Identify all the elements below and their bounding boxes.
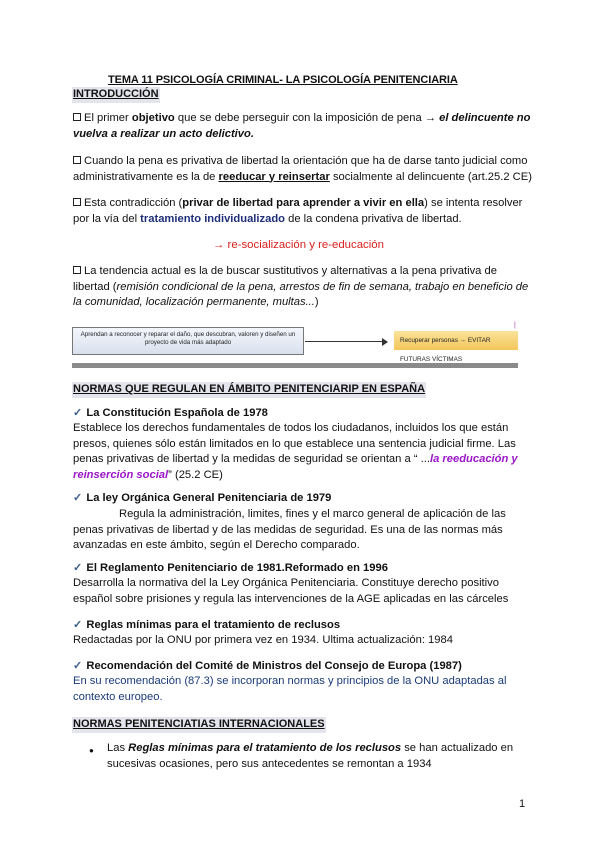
bold-italic-text: Reglas mínimas para el tratamiento de los reclusos	[128, 742, 402, 754]
recomendacion-text: En su recomendación (87.3) se incorporan normas y principios de la ONU adaptadas al contexto europeo.	[73, 675, 507, 703]
paragraph-tendencia	[73, 264, 533, 311]
ce-text	[73, 421, 525, 483]
checkmark-icon: ✓	[73, 619, 83, 631]
logp-heading	[73, 491, 331, 507]
arrow-line	[305, 341, 385, 342]
intro-heading: INTRODUCCIÓN	[72, 87, 160, 103]
text: )	[314, 296, 319, 308]
normas-heading: NORMAS QUE REGULAN EN ÁMBITO PENITENCIARIP EN ESPAÑA	[72, 382, 426, 398]
bullet-dot-icon: ●	[89, 746, 94, 755]
square-bullet-icon	[73, 198, 81, 206]
text: La tendencia actual es la de buscar sustitutivos y alternativas a la pena privativa de libertad (	[73, 265, 497, 293]
text: Establece los derechos fundamentales de todos los ciudadanos, incluidos los que están presos, quienes sólo están limitados en lo que establece una sentencia judicial firme. Las penas privativas de libertad y la medidas de seguridad se orientan a “ ...	[73, 422, 516, 465]
text: de la condena privativa de libertad.	[285, 212, 462, 225]
subheading-text: Reglas mínimas para el tratamiento de reclusos	[86, 619, 341, 631]
text: ) se intenta resolver por la vía del	[73, 197, 523, 225]
square-bullet-icon	[73, 113, 81, 121]
square-bullet-icon	[73, 266, 81, 274]
page-number: 1	[519, 798, 526, 810]
bold-italic-text: el delincuente no vuelva a realizar un acto delictivo.	[73, 112, 531, 140]
recomendacion-heading	[73, 659, 462, 675]
italic-text: remisión condicional de la pena, arrestos de fin de semana, trabajo en beneficio de la comunidad, localización permanente, multas...	[73, 280, 529, 308]
square-bullet-icon	[73, 156, 81, 164]
text: ” (25.2 CE)	[168, 468, 223, 481]
text: Esta contradicción (	[84, 197, 183, 209]
paragraph-contradiccion	[73, 196, 533, 227]
diagram-left-box: Aprendan a reconocer y reparar el daño, que descubran, valoren y diseñen un proyecto de vida más adaptado	[72, 327, 304, 355]
reglas-text: Redactadas por la ONU por primera vez en 1934. Ultima actualización: 1984	[73, 634, 453, 646]
text: Las	[107, 742, 129, 754]
checkmark-icon: ✓	[73, 492, 83, 504]
text: que se debe perseguir con la imposición de pena →	[174, 112, 440, 124]
text: El primer	[84, 112, 132, 124]
bold-underline-text: reeducar y reinsertar	[218, 170, 330, 183]
subheading-text: La Constitución Española de 1978	[86, 407, 268, 419]
paragraph-pena	[73, 154, 533, 185]
subheading-text: Recomendación del Comité de Ministros del Consejo de Europa (1987)	[86, 660, 462, 672]
bullet-text	[107, 741, 527, 772]
diagram-mark: |	[514, 322, 516, 329]
resocializacion-line: → re-socialización y re-educación	[213, 239, 384, 251]
reglamento-text: Desarrolla la normativa del la Ley Orgánica Penitenciaria. Constituye derecho positivo español sobre prisiones y regula las intervenciones de la AGE aplicadas en las cárceles	[73, 577, 509, 605]
text: se han actualizado en sucesivas ocasiones, pero sus antecedentes se remontan a 1934	[107, 742, 514, 770]
process-diagram	[72, 318, 518, 368]
ce-heading	[73, 406, 268, 422]
text: socialmente al delincuente (art.25.2 CE)	[329, 170, 532, 183]
page-title: TEMA 11 PSICOLOGÍA CRIMINAL- LA PSICOLOGÍA PENITENCIARIA	[108, 74, 458, 86]
logp-text: Regula la administración, limites, fines y el marco general de aplicación de las penas privativas de libertad y de las medidas de seguridad. Es una de las normas más avanzadas en este ámbito, según el Derecho comparado.	[73, 508, 506, 551]
intl-heading: NORMAS PENITENCIATIAS INTERNACIONALES	[72, 717, 326, 733]
subheading-text: El Reglamento Penitenciario de 1981.Reformado en 1996	[86, 562, 388, 574]
bold-text: privar de libertad para aprender a vivir en ella	[182, 197, 425, 209]
diagram-bar	[72, 363, 518, 368]
checkmark-icon: ✓	[73, 407, 83, 419]
subheading-text: La ley Orgánica General Penitenciaria de 1979	[86, 492, 332, 504]
arrow-right-icon	[382, 338, 388, 346]
reglas-heading	[73, 618, 340, 634]
reglamento-heading	[73, 561, 388, 577]
checkmark-icon: ✓	[73, 562, 83, 574]
text: Cuando la pena es privativa de libertad la orientación que ha de darse tanto judicial como administrativamente es la de	[73, 155, 528, 183]
purple-emphasis: la reeducación y reinserción social	[73, 453, 518, 481]
diagram-right-box: Recuperar personas → EVITAR FUTURAS VÍCTIMAS	[394, 331, 518, 350]
highlight-text: tratamiento individualizado	[140, 212, 286, 225]
paragraph-objetivo	[73, 111, 533, 142]
checkmark-icon: ✓	[73, 660, 83, 672]
bold-text: objetivo	[131, 112, 175, 124]
